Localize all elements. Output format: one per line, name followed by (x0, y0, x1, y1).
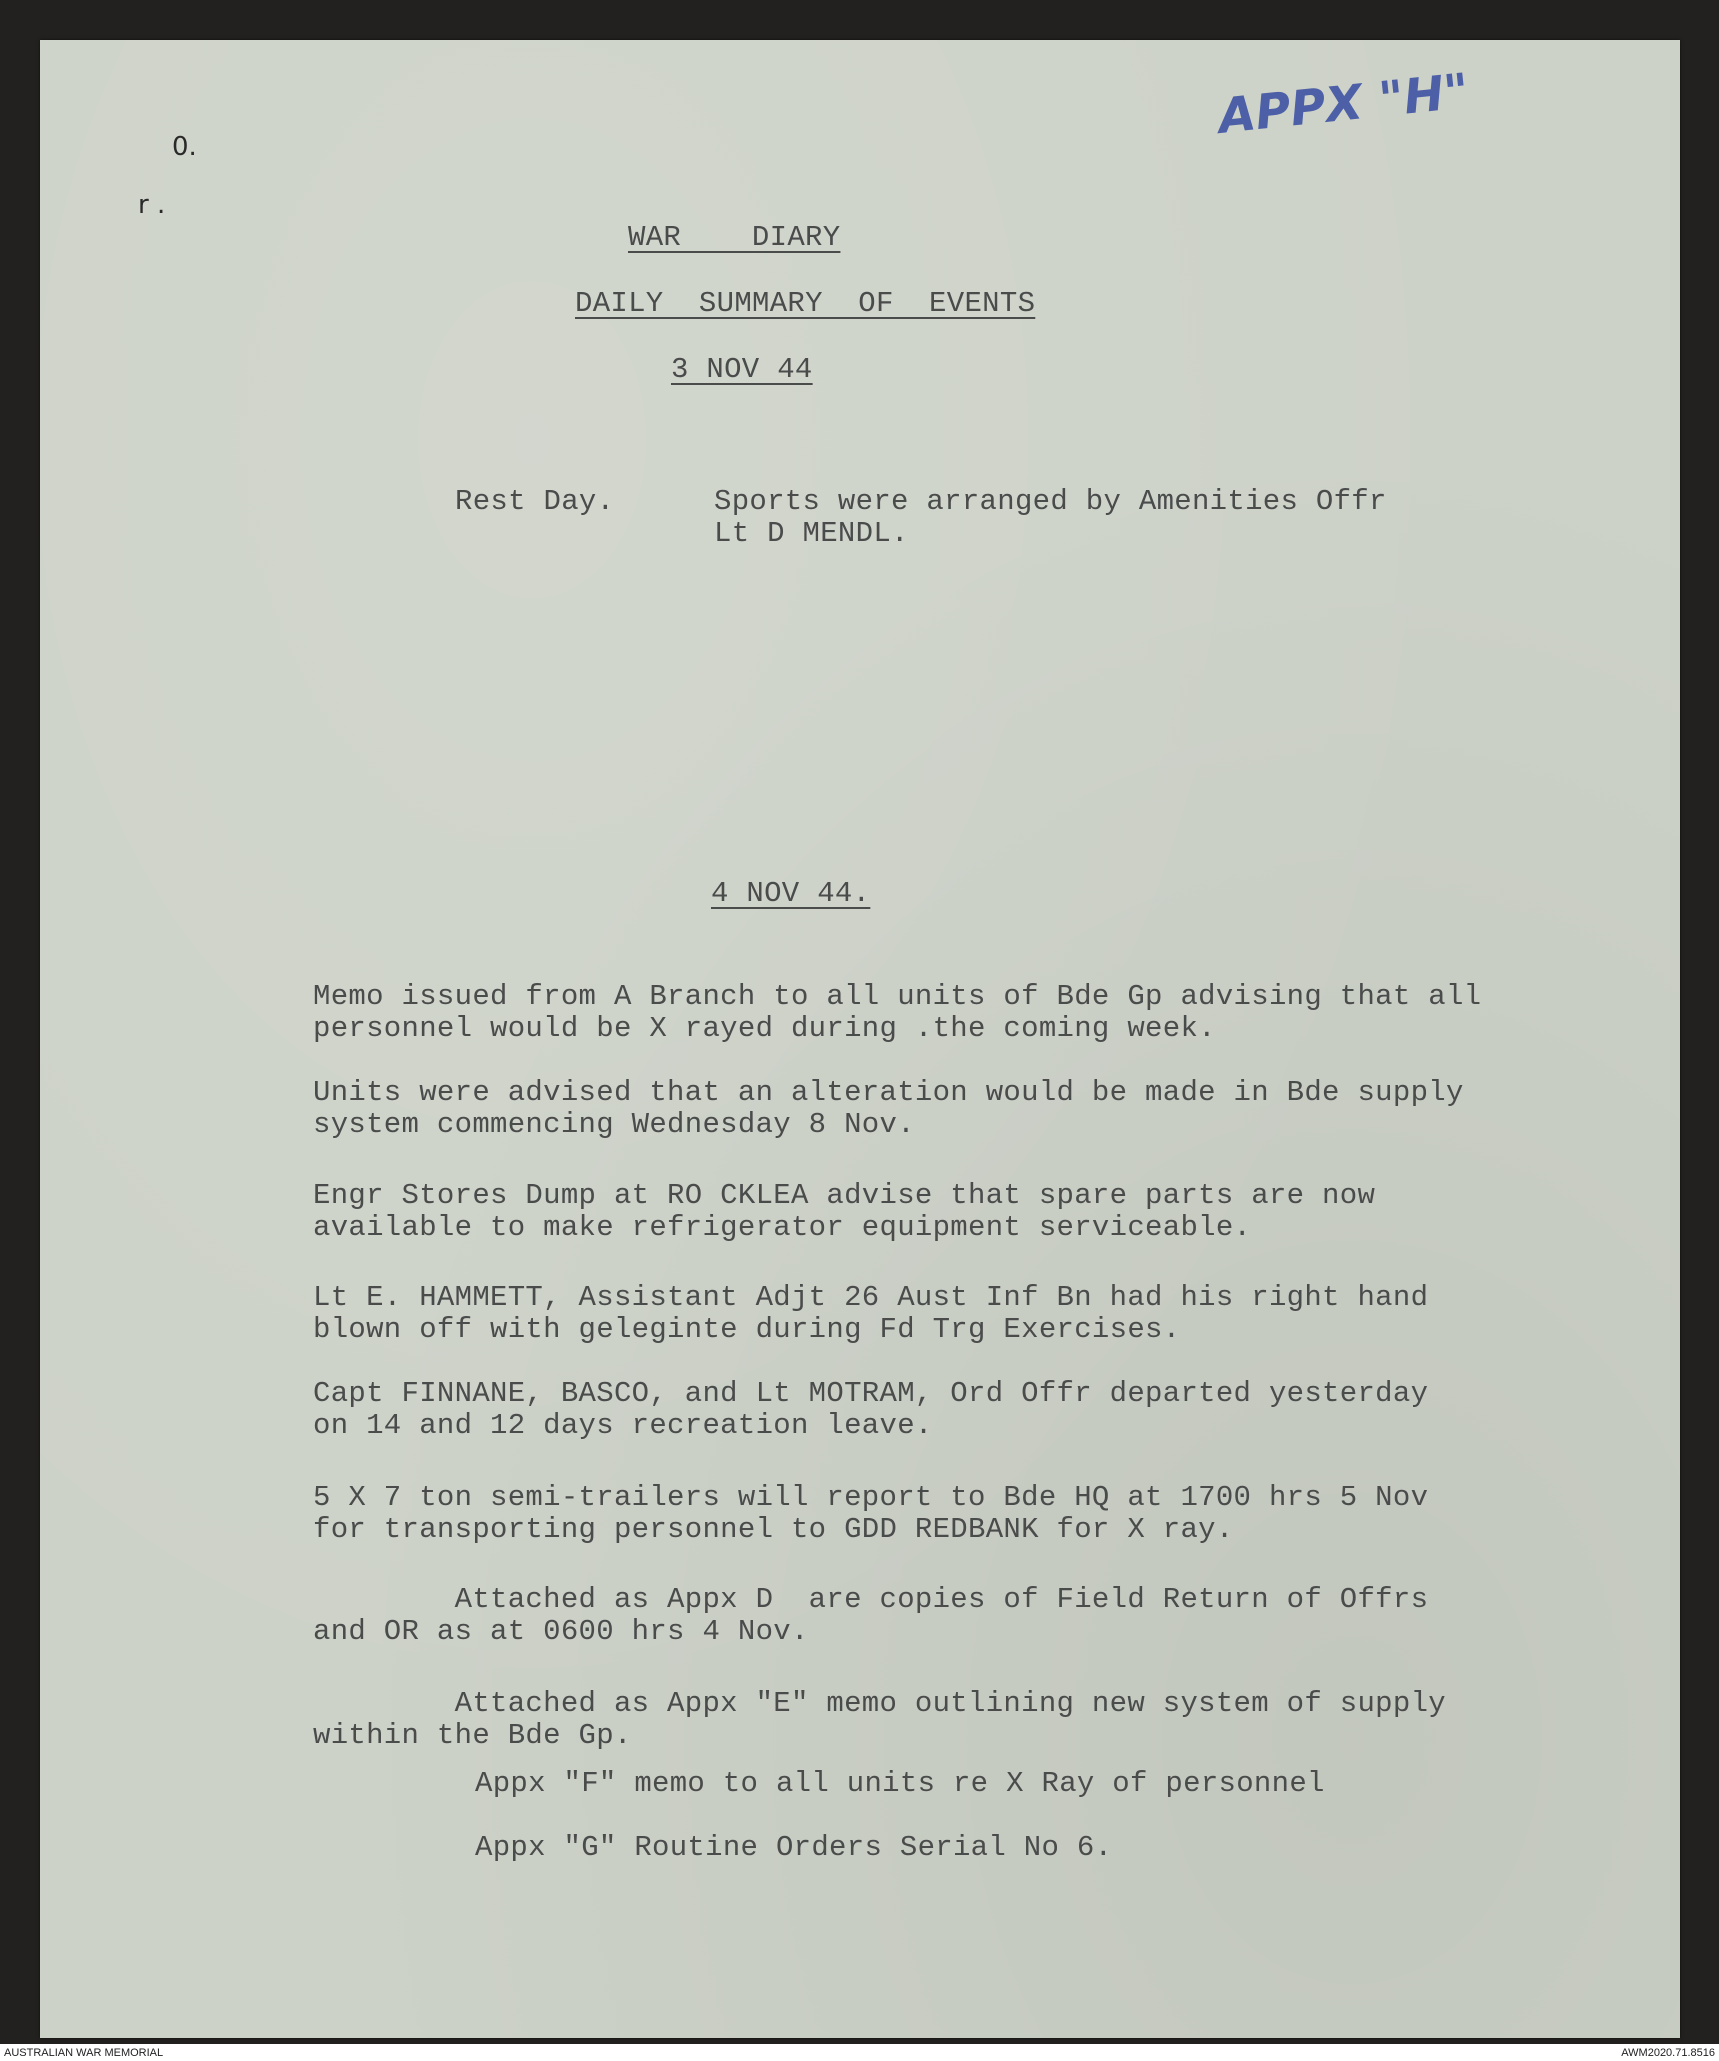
entry-engr-stores: Engr Stores Dump at RO CKLEA advise that spare parts are now available to make refrigerator equipment serviceable. (313, 1179, 1376, 1244)
entry-appx-g: Appx "G" Routine Orders Serial No 6. (475, 1831, 1113, 1864)
date-heading-4-nov: 4 NOV 44. (711, 877, 871, 910)
handwritten-appendix-annotation: APPX "H" (1215, 63, 1472, 145)
footer-bar (0, 2044, 1719, 2061)
pencil-mark-top: 0. (172, 132, 197, 162)
subtitle-daily-summary: DAILY SUMMARY OF EVENTS (575, 287, 1036, 320)
rest-day-label: Rest Day. (455, 485, 615, 518)
entry-hammett-injury: Lt E. HAMMETT, Assistant Adjt 26 Aust Inf Bn had his right hand blown off with geleginte during Fd Trg Exercises. (313, 1281, 1429, 1346)
date-heading-3-nov: 3 NOV 44 (671, 353, 813, 386)
entry-recreation-leave: Capt FINNANE, BASCO, and Lt MOTRAM, Ord Offr departed yesterday on 14 and 12 days recreation leave. (313, 1377, 1429, 1442)
rest-day-entry: Sports were arranged by Amenities Offr Lt D MENDL. (714, 485, 1387, 550)
entry-supply-alteration: Units were advised that an alteration would be made in Bde supply system commencing Wednesday 8 Nov. (313, 1076, 1464, 1141)
pencil-mark-bottom: r . (138, 190, 166, 220)
footer-reference: AWM2020.71.8516 (1621, 2047, 1715, 2059)
entry-appx-f: Appx "F" memo to all units re X Ray of personnel (475, 1767, 1325, 1800)
entry-appx-d: Attached as Appx D are copies of Field Return of Offrs and OR as at 0600 hrs 4 Nov. (313, 1583, 1429, 1648)
entry-appx-e: Attached as Appx "E" memo outlining new system of supply within the Bde Gp. (313, 1687, 1446, 1752)
entry-xray-memo: Memo issued from A Branch to all units of Bde Gp advising that all personnel would be X rayed during .the coming week. (313, 980, 1482, 1045)
footer-institution: AUSTRALIAN WAR MEMORIAL (4, 2047, 164, 2059)
entry-semi-trailers: 5 X 7 ton semi-trailers will report to Bde HQ at 1700 hrs 5 Nov for transporting personnel to GDD REDBANK for X ray. (313, 1481, 1429, 1546)
title-war-diary: WAR DIARY (628, 221, 841, 254)
